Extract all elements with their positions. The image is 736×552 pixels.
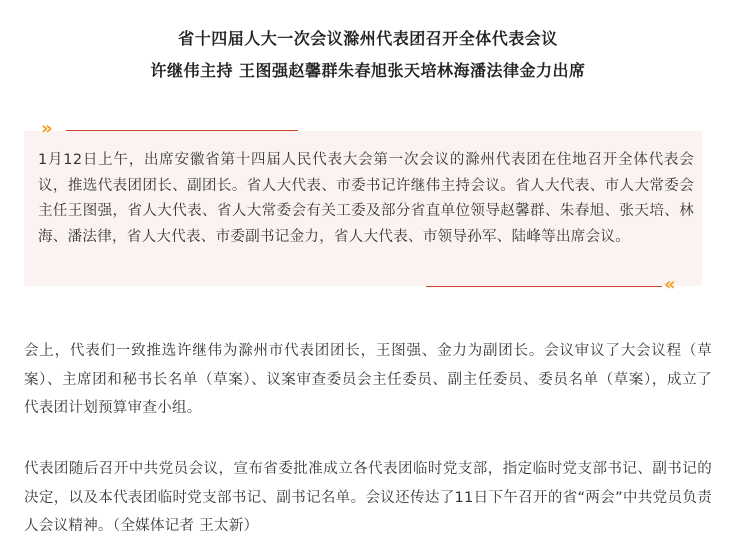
body-paragraph-2: 代表团随后召开中共党员会议，宣布省委批准成立各代表团临时党支部，指定临时党支部书记、副书记的决定，以及本代表团临时党支部书记、副书记名单。会议还传达了11日下午召开的省“两会”中共党员负责人会议精神。（全媒体记者 王太新） — [24, 461, 712, 534]
bottom-accent-line — [426, 286, 662, 287]
highlight-text: 1月12日上午，出席安徽省第十四届人民代表大会第一次会议的滁州代表团在住地召开全体代表会议，推选代表团团长、副团长。省人大代表、市委书记许继伟主持会议。省人大代表、市人大常委会主任王图强，省人大代表、省人大常委会有关工委及部分省直单位领导赵馨群、朱春旭、张天培、林海、潘法律，省人大代表、市委副书记金力，省人大代表、市领导孙军、陆峰等出席会议。 — [38, 152, 694, 245]
headline-title: 省十四届人大一次会议滁州代表团召开全体代表会议 — [178, 29, 558, 48]
headline-subtitle: 许继伟主持 王图强赵馨群朱春旭张天培林海潘法律金力出席 — [150, 61, 586, 80]
top-accent-line — [66, 130, 298, 131]
body-paragraph-1: 会上，代表们一致推选许继伟为滁州市代表团团长，王图强、金力为副团长。会议审议了大会议程（草案）、主席团和秘书长名单（草案）、议案审查委员会主任委员、副主任委员、委员名单（草案），成立了代表团计划预算审查小组。 — [24, 343, 712, 416]
open-quote-arrows-icon: » — [41, 118, 50, 139]
close-quote-arrows-icon: « — [664, 274, 673, 295]
